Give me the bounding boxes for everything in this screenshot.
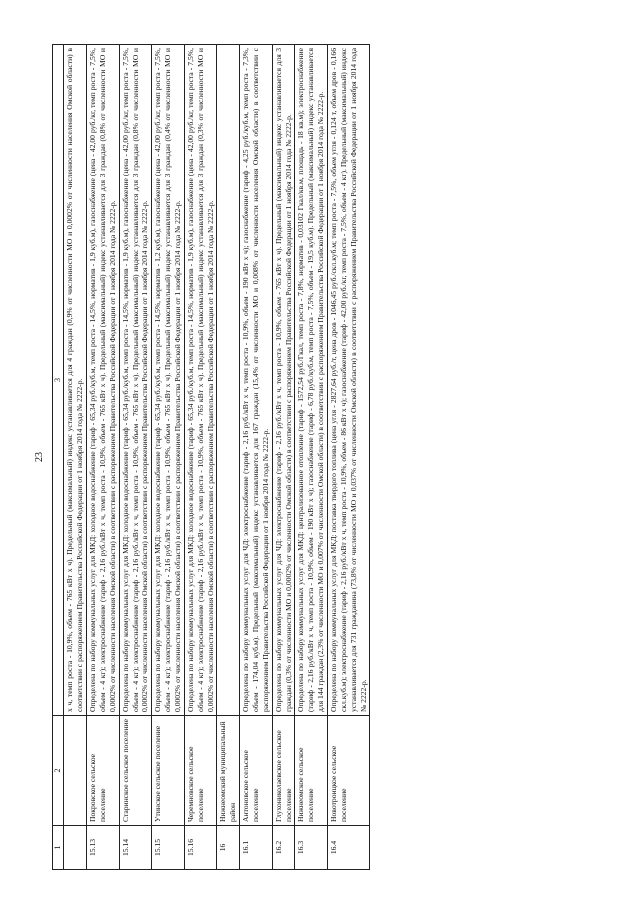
table-header-row xyxy=(53,45,64,870)
column-header-description: 3 xyxy=(53,45,64,716)
row-description: Определена по набору коммунальных услуг для ЧД: электроснабжение (тариф - 2,16 руб./кВт х ч, темп роста - 10,9%, объем - 190 кВт х ч); газоснабжение (тариф - 4,25 руб./куб.м, темп роста - 7,3%, объем - 174,04 куб.м). Предельный (максимальный) индекс устанавливается для 167 граждан (15,4% от численности МО и 0,008% от численности населения Омской области) в соответствии с распоряжением Правительства Российской Федерации от 1 ноября 2014 года № 2222-р. xyxy=(240,45,273,716)
page-number: 23 xyxy=(34,452,45,462)
row-number: 15.13 xyxy=(87,826,120,870)
row-name: Нижнеомский муниципальный район xyxy=(217,716,240,826)
table-row xyxy=(240,45,273,870)
row-name: Глухониколаевское сельское поселение xyxy=(272,716,295,826)
row-description xyxy=(217,45,240,716)
row-description: Определена по набору коммунальных услуг для МКД: поставка твердого топлива (цена угля - 2827,64 руб./т, цена дров - 1046,45 руб./скл.куб.м; темп роста - 7,5%, объем угля - 0,124 т, объем дров - 0,166 скл.куб.м); электроснабжение (тариф - 2,16 руб./кВт х ч, темп роста - 10,9%, объем - 86 кВт х ч); газоснабжение (тариф - 42,00 руб./кг, темп роста - 7,5%, объем - 4 кг). Предельный (максимальный) индекс устанавливается для 731 гражданина (73,8% от численности МО и 0,037% от численности Омской области) в соответствии с распоряжением Правительства Российской Федерации от 1 ноября 2014 года № 2222-р. xyxy=(328,45,370,716)
row-number: 15.14 xyxy=(119,826,152,870)
row-number: 16 xyxy=(217,826,240,870)
row-number: 16.3 xyxy=(295,826,328,870)
table-row xyxy=(87,45,120,870)
table-row xyxy=(295,45,328,870)
rotated-table-area xyxy=(34,44,612,870)
table-row xyxy=(152,45,185,870)
row-name: Покровское сельское поселение xyxy=(87,716,120,826)
row-number: 16.4 xyxy=(328,826,370,870)
row-name xyxy=(64,716,87,826)
row-description: Определена по набору коммунальных услуг для МКД: холодное водоснабжение (тариф - 65,34 руб./куб.м, темп роста - 14,5%, норматив - 1,9 куб.м), газоснабжение (цена - 42,00 руб./кг, темп роста - 7,5%, объем - 4 кг); электроснабжение (тариф - 2,16 руб./кВт х ч, темп роста - 10,9%, объем - 765 кВт х ч). Предельный (максимальный) индекс устанавливается для 3 граждан (0,8% от численности МО и 0,0002% от численности населения Омской области) в соответствии с распоряжением Правительства Российской Федерации от 1 ноября 2014 года № 2222-р. xyxy=(87,45,120,716)
row-number: 16.2 xyxy=(272,826,295,870)
column-header-name: 2 xyxy=(53,716,64,826)
row-description: Определена по набору коммунальных услуг для МКД: холодное водоснабжение (тариф - 65,34 руб./куб.м, темп роста - 14,5%, норматив - 1,2 куб.м), газоснабжение (цена - 42,00 руб./кг, темп роста - 7,5%, объем - 4 кг); электроснабжение (тариф - 2,16 руб./кВт х ч, темп роста - 10,9%, объем - 765 кВт х ч). Предельный (максимальный) индекс устанавливается для 3 граждан (0,4% от численности МО и 0,0002% от численности населения Омской области) в соответствии с распоряжением Правительства Российской Федерации от 1 ноября 2014 года № 2222-р. xyxy=(152,45,185,716)
row-number: 15.15 xyxy=(152,826,185,870)
row-name: Черемновское сельское поселение xyxy=(184,716,217,826)
row-name: Нижнеомское сельское поселение xyxy=(295,716,328,826)
tariff-table xyxy=(52,44,370,870)
row-name: Новотроицкое сельское поселение xyxy=(328,716,370,826)
row-name: Антоновское сельское поселение xyxy=(240,716,273,826)
table-row xyxy=(328,45,370,870)
column-header-number: 1 xyxy=(53,826,64,870)
table-row xyxy=(184,45,217,870)
row-description: х ч, темп роста - 10,9%, объем - 765 кВт х ч). Предельный (максимальный) индекс устанавливается для 4 граждан (0,9% от численности МО и 0,0002% от численности населения Омской области) в соответствии с распоряжением Правительства Российской Федерации от 1 ноября 2014 года № 2222-р. xyxy=(64,45,87,716)
row-description: Определена по набору коммунальных услуг для МКД: холодное водоснабжение (тариф - 65,34 руб./куб.м, темп роста - 14,5%, норматив - 1,9 куб.м), газоснабжение (цена - 42,00 руб./кг, темп роста - 7,5%, объем - 4 кг); электроснабжение (тариф - 2,16 руб./кВт х ч, темп роста - 10,9%, объем - 765 кВт х ч). Предельный (максимальный) индекс устанавливается для 3 граждан (0,3% от численности МО и 0,0002% от численности населения Омской области) в соответствии с распоряжением Правительства Российской Федерации от 1 ноября 2014 года № 2222-р. xyxy=(184,45,217,716)
table-row xyxy=(64,45,87,870)
row-name: Утинское сельское поселение xyxy=(152,716,185,826)
table-row xyxy=(119,45,152,870)
table-row-district xyxy=(217,45,240,870)
row-number: 15.16 xyxy=(184,826,217,870)
row-description: Определена по набору коммунальных услуг для ЧД: электроснабжение (тариф - 2,16 руб./кВт х ч, темп роста - 10,9%, объем - 765 кВт х ч). Предельный (максимальный) индекс устанавливается для 3 граждан (0,3% от численности МО и 0,0002% от численности Омской области) в соответствии с распоряжением Правительства Российской Федерации от 1 ноября 2014 года № 2222-р. xyxy=(272,45,295,716)
row-description: Определена по набору коммунальных услуг для МКД: холодное водоснабжение (тариф - 65,34 руб./куб.м, темп роста - 14,5%, норматив - 1,9 куб.м), газоснабжение (цена - 42,00 руб./кг, темп роста - 7,5%, объем - 4 кг); электроснабжение (тариф - 2,16 руб./кВт х ч, темп роста - 10,9%, объем - 765 кВт х ч). Предельный (максимальный) индекс устанавливается для 3 граждан (0,8% от численности МО и 0,0002% от численности населения Омской области) в соответствии с распоряжением Правительства Российской Федерации от 1 ноября 2014 года № 2222-р. xyxy=(119,45,152,716)
row-name: Старинское сельское поселение xyxy=(119,716,152,826)
table-row xyxy=(272,45,295,870)
row-number: 16.1 xyxy=(240,826,273,870)
row-number xyxy=(64,826,87,870)
row-description: Определена по набору коммунальных услуг для МКД: централизованное отопление (тариф - 1572,54 руб./Гкал, темп роста - 7,8%, норматив - 0,03102 Гкал/кв.м, площадь - 18 кв.м); электроснабжение (тариф - 2,16 руб./кВт х ч, темп роста - 10,9%, объем - 190 кВт х ч); газоснабжение (тариф - 6,78 руб./куб.м, темп роста - 7,5%, объем - 19,5 куб.м). Предельный (максимальный) индекс устанавливается для 144 граждан (2,3% от численности МО и 0,007% от численности Омской области) в соответствии с распоряжением Правительства Российской Федерации от 1 ноября 2014 года № 2222-р. xyxy=(295,45,328,716)
